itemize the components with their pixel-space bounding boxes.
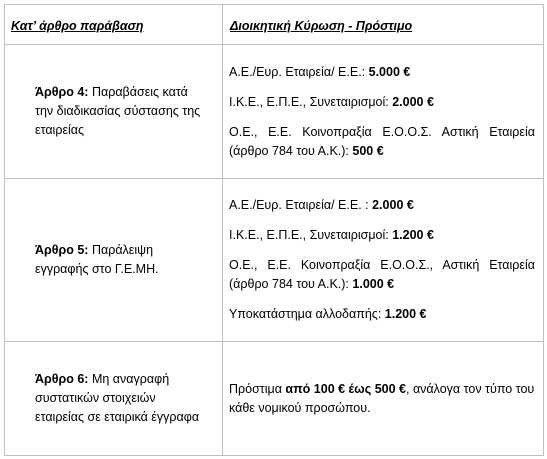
- article-text: Παράλειψη εγγραφής στο Γ.Ε.ΜΗ.: [35, 243, 159, 276]
- table-header-row: [5, 5, 544, 45]
- article-cell: [5, 179, 223, 342]
- fines-cell: [223, 179, 544, 342]
- article-label: Άρθρο 4:: [35, 85, 89, 99]
- article-cell: [5, 45, 223, 179]
- table-row: [5, 45, 544, 179]
- fine-line: Α.Ε./Ευρ. Εταιρεία/ Ε.Ε. : 2.000 €: [229, 198, 414, 212]
- header-penalty: Διοικητική Κύρωση - Πρόστιμο: [223, 5, 544, 45]
- article-label: Άρθρο 6:: [35, 372, 89, 386]
- table-row: [5, 342, 544, 456]
- fine-line: Πρόστιμα από 100 € έως 500 €, ανάλογα τον τύπο του κάθε νομικού προσώπου.: [229, 381, 535, 415]
- article-text: Παραβάσεις κατά την διαδικασίας σύστασης της εταιρείας: [35, 85, 201, 137]
- fine-line: Ο.Ε., Ε.Ε. Κοινοπραξία Ε.Ο.Ο.Σ. Αστική Εταιρεία (άρθρο 784 του Α.Κ.): 500 €: [229, 124, 535, 158]
- table-row: [5, 179, 544, 342]
- fines-table: [4, 4, 544, 456]
- fine-line: Ι.Κ.Ε., Ε.Π.Ε., Συνεταιρισμοί: 1.200 €: [229, 228, 434, 242]
- article-cell: [5, 342, 223, 456]
- fine-line: Υποκατάστημα αλλοδαπής: 1.200 €: [229, 307, 427, 321]
- fines-cell: [223, 342, 544, 456]
- article-text: Μη αναγραφή συστατικών στοιχειών εταιρείας σε εταιρικά έγγραφα: [35, 372, 200, 424]
- fine-line: Ι.Κ.Ε., Ε.Π.Ε., Συνεταιρισμοί: 2.000 €: [229, 94, 434, 109]
- header-violation: Κατ’ άρθρο παράβαση: [5, 5, 223, 45]
- fines-cell: [223, 45, 544, 179]
- fine-line: Ο.Ε., Ε.Ε. Κοινοπραξία Ε.Ο.Ο.Σ., Αστική Εταιρεία (άρθρο 784 του Α.Κ.): 1.000 €: [229, 258, 535, 291]
- article-label: Άρθρο 5:: [35, 243, 89, 257]
- fine-line: Α.Ε./Ευρ. Εταιρεία/ Ε.Ε.: 5.000 €: [229, 64, 411, 79]
